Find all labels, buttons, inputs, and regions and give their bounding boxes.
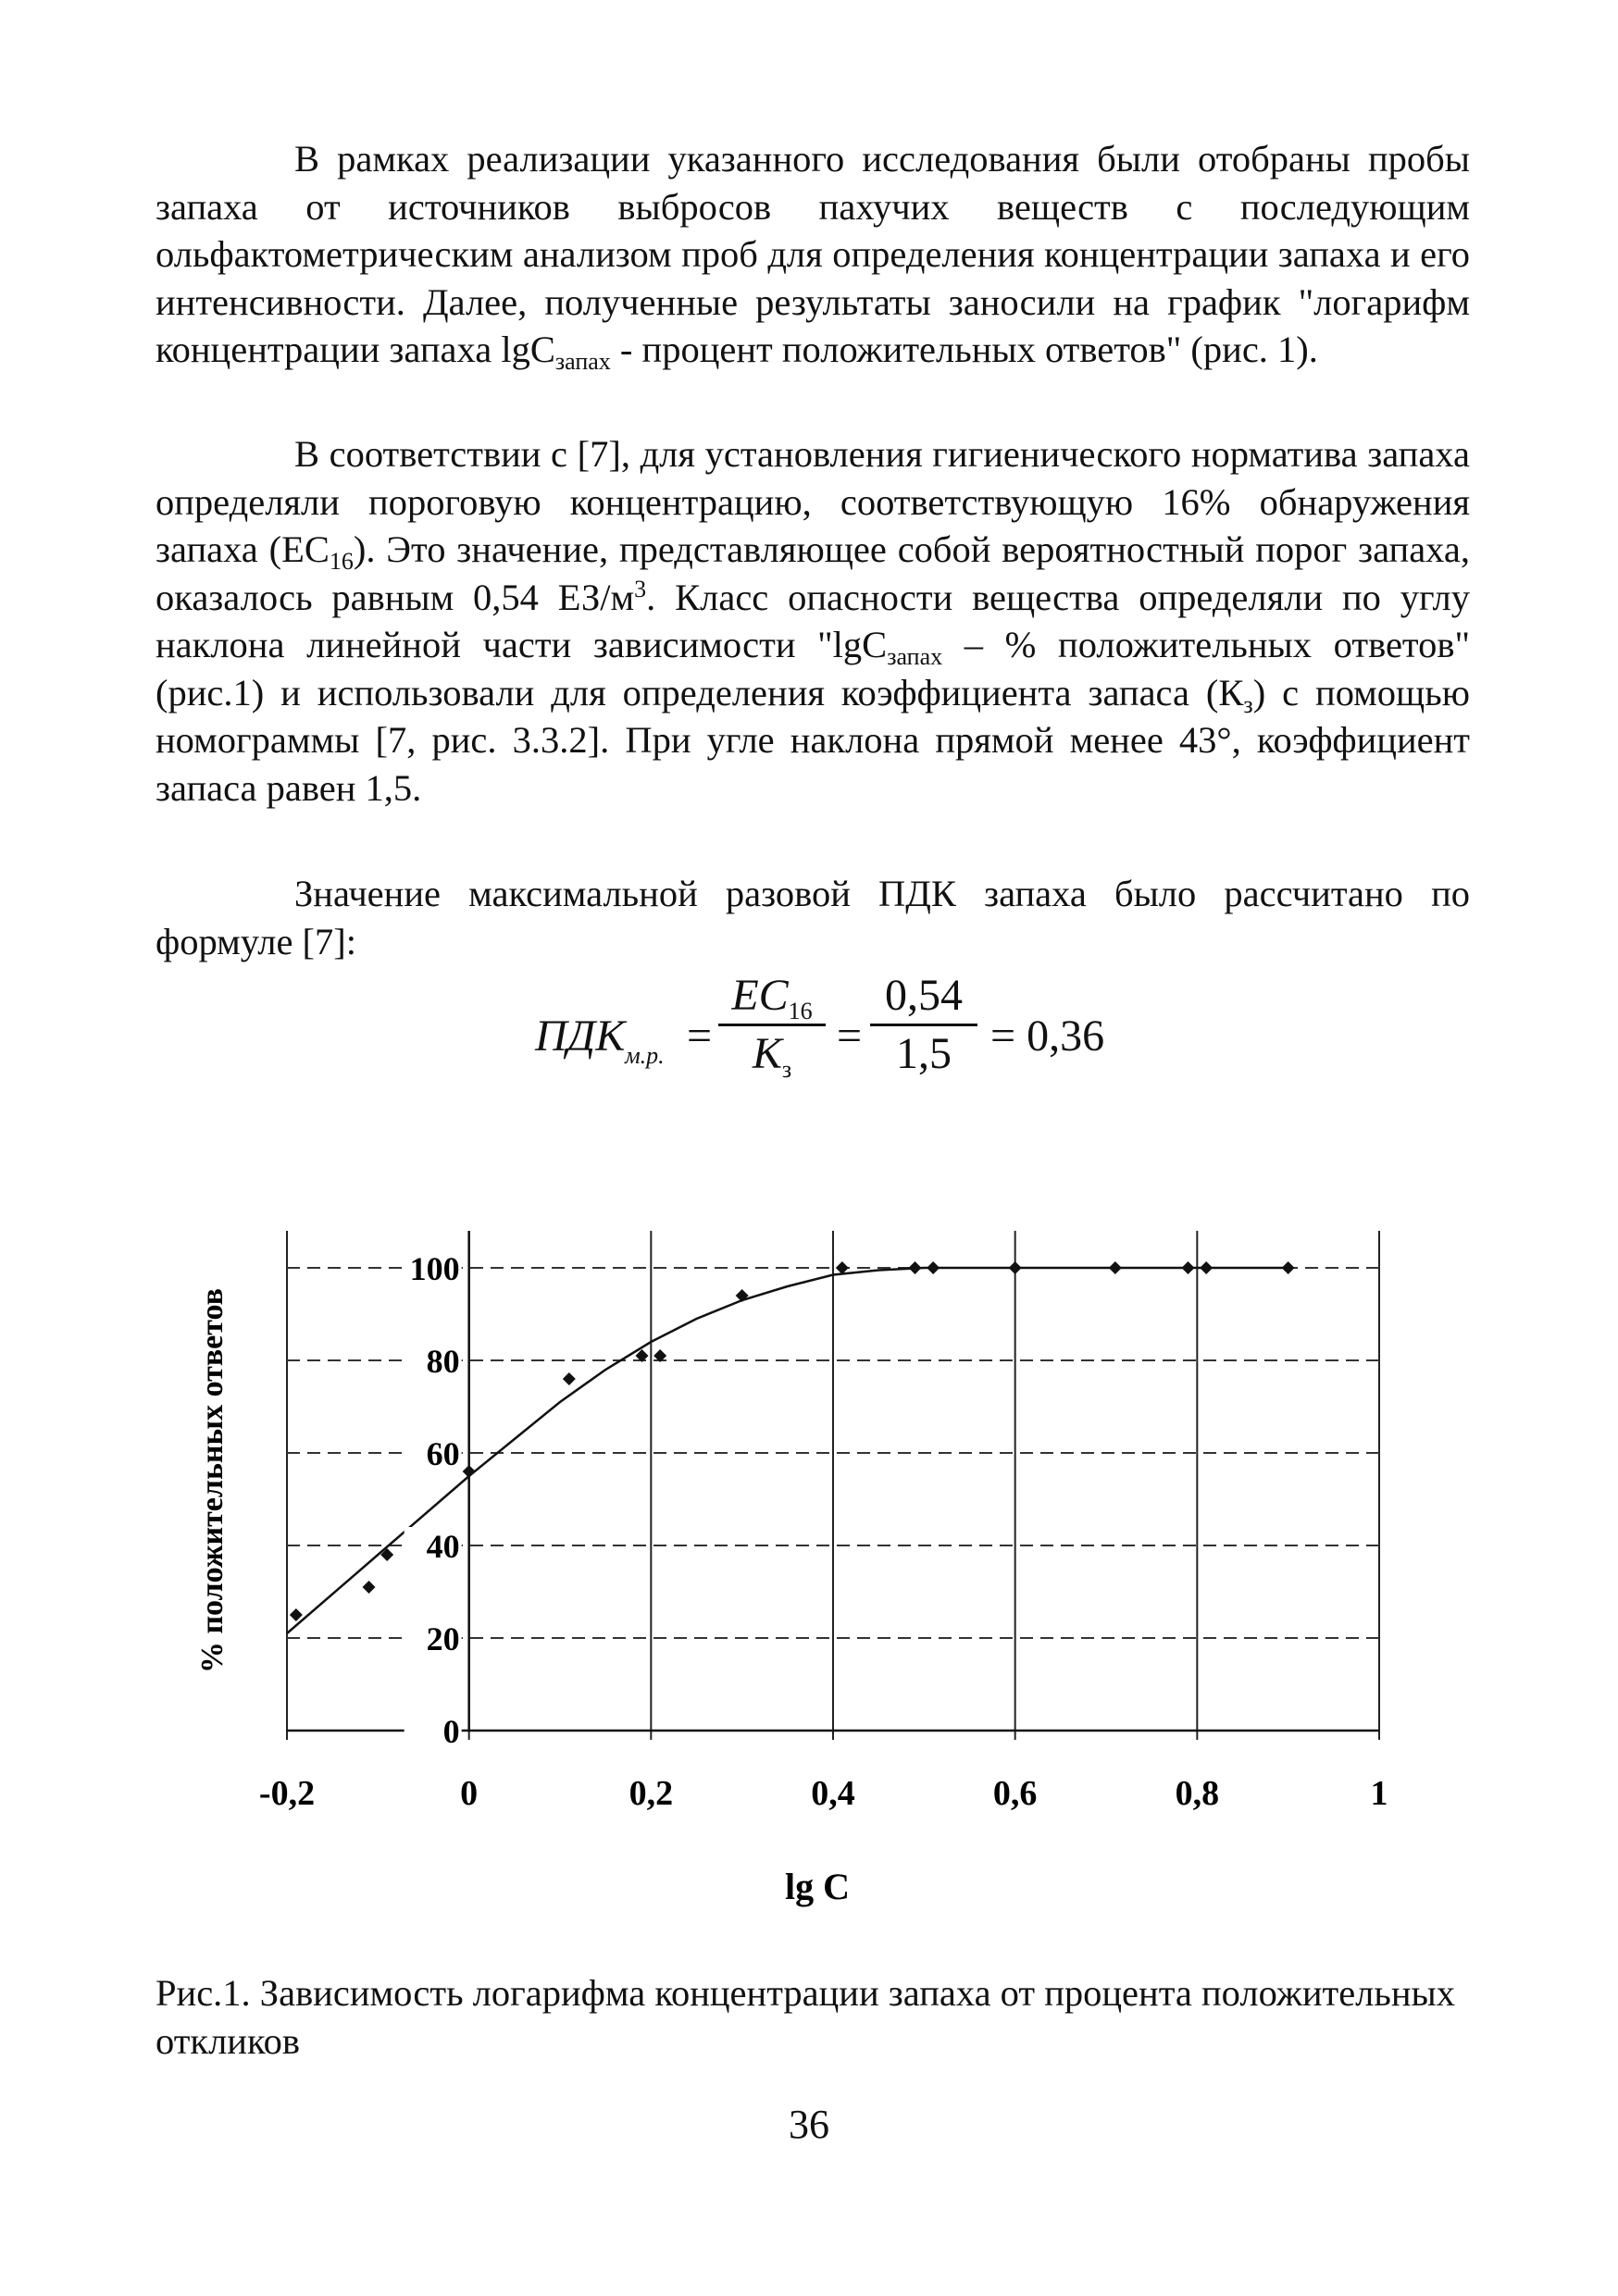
paragraph-3 xyxy=(156,870,1470,965)
data-point xyxy=(290,1608,303,1621)
chart-tick-labels xyxy=(259,1249,1388,1813)
chart-y-axis-label: % положительных ответов xyxy=(195,1287,230,1674)
paragraph-2-sub-kz: з xyxy=(1243,690,1253,718)
data-point xyxy=(463,1465,476,1478)
data-point xyxy=(1282,1261,1295,1274)
formula-fraction-2 xyxy=(870,972,977,1078)
x-tick-label: 0,8 xyxy=(1175,1774,1220,1813)
paragraph-2-text-e: ) с помощью номограммы [7, рис. 3.3.2]. При угле наклона прямой менее 43°, коэффициент запаса равен 1,5. xyxy=(156,671,1470,809)
y-tick-label: 20 xyxy=(426,1620,460,1657)
x-tick-label: 0,6 xyxy=(992,1774,1038,1813)
data-point xyxy=(1200,1261,1213,1274)
formula-frac1-denominator: K xyxy=(752,1029,782,1078)
x-tick-label: 0,4 xyxy=(811,1774,855,1813)
paragraph-3-text: Значение максимальной разовой ПДК запаха было рассчитано по формуле [7]: xyxy=(156,873,1470,962)
data-point xyxy=(927,1261,940,1274)
formula-frac2-denominator: 1,5 xyxy=(896,1029,952,1078)
data-point xyxy=(563,1372,576,1385)
page-number: 36 xyxy=(789,2102,829,2147)
paragraph-2-text-c: . Класс опасности вещества определяли по углу наклона линейной части зависимости "lgC xyxy=(156,576,1470,665)
formula-equals-1: = xyxy=(687,1011,713,1061)
x-tick-label: -0,2 xyxy=(258,1774,316,1813)
formula-lhs-subscript: м.р. xyxy=(625,1042,665,1069)
paragraph-1-text-b: - процент положительных ответов" (рис. 1). xyxy=(610,329,1318,370)
formula-frac1-numerator: EC xyxy=(731,971,789,1020)
y-tick-label: 0 xyxy=(442,1713,460,1750)
paragraph-2-text-d: – % положительных ответов" (рис.1) и использовали для определения коэффициента запаса (К xyxy=(156,624,1471,714)
data-point xyxy=(363,1581,376,1594)
paragraph-2 xyxy=(156,430,1470,812)
formula-frac2-numerator: 0,54 xyxy=(885,971,963,1020)
paragraph-1-text-a: В рамках реализации указанного исследования были отобраны пробы запаха от источников выбросов пахучих веществ с последующим ольфактометрическим анализом проб для определения концентрации запаха и его интенсивности. Далее, полученные результаты заносили на график "логарифм концентрации запаха lgC xyxy=(156,138,1470,370)
y-tick-label: 80 xyxy=(426,1343,460,1380)
paragraph-1-subscript: запах xyxy=(554,348,611,375)
paragraph-2-text-b: ). Это значение, представляющее собой вероятностный порог запаха, оказалось равным 0,54 ЕЗ/м xyxy=(156,528,1470,618)
paragraph-1 xyxy=(156,135,1470,374)
formula-equals-2: = xyxy=(837,1011,863,1061)
formula-frac1-denominator-sub: з xyxy=(781,1056,792,1083)
data-point xyxy=(1109,1261,1122,1274)
y-tick-label: 60 xyxy=(426,1435,460,1472)
formula-result: = 0,36 xyxy=(990,1011,1105,1061)
y-tick-label: 40 xyxy=(426,1528,460,1565)
paragraph-2-sub-ec16: 16 xyxy=(329,548,354,575)
x-tick-label: 1 xyxy=(1370,1774,1388,1813)
formula-frac1-numerator-sub: 16 xyxy=(788,998,813,1024)
figure-caption: Рис.1. Зависимость логарифма концентрации запаха от процента положительных откликов xyxy=(156,1972,1455,2062)
data-point xyxy=(736,1289,749,1302)
formula-lhs-text: ПДК xyxy=(535,1011,626,1061)
chart-x-axis-label: lg C xyxy=(785,1866,850,1907)
formula-frac2-bar xyxy=(870,1024,977,1026)
formula-fraction-1 xyxy=(718,971,826,1083)
formula-lhs xyxy=(535,1011,665,1069)
paragraph-2-sub-zapah: запах xyxy=(887,643,943,670)
data-point xyxy=(1009,1261,1022,1274)
x-tick-label: 0 xyxy=(460,1774,479,1813)
paragraph-2-sup-m3: 3 xyxy=(634,575,647,602)
paragraph-2-text-a: В соответствии с [7], для установления гигиенического норматива запаха определяли пороговую концентрацию, соответствующую 16% обнаружения запаха (EC xyxy=(156,433,1470,570)
y-tick-label: 100 xyxy=(409,1250,460,1287)
chart-grid xyxy=(287,1231,1379,1740)
figure-1-chart xyxy=(176,1175,1453,1934)
x-tick-label: 0,2 xyxy=(629,1774,674,1813)
data-point xyxy=(1182,1261,1195,1274)
data-point xyxy=(909,1261,922,1274)
